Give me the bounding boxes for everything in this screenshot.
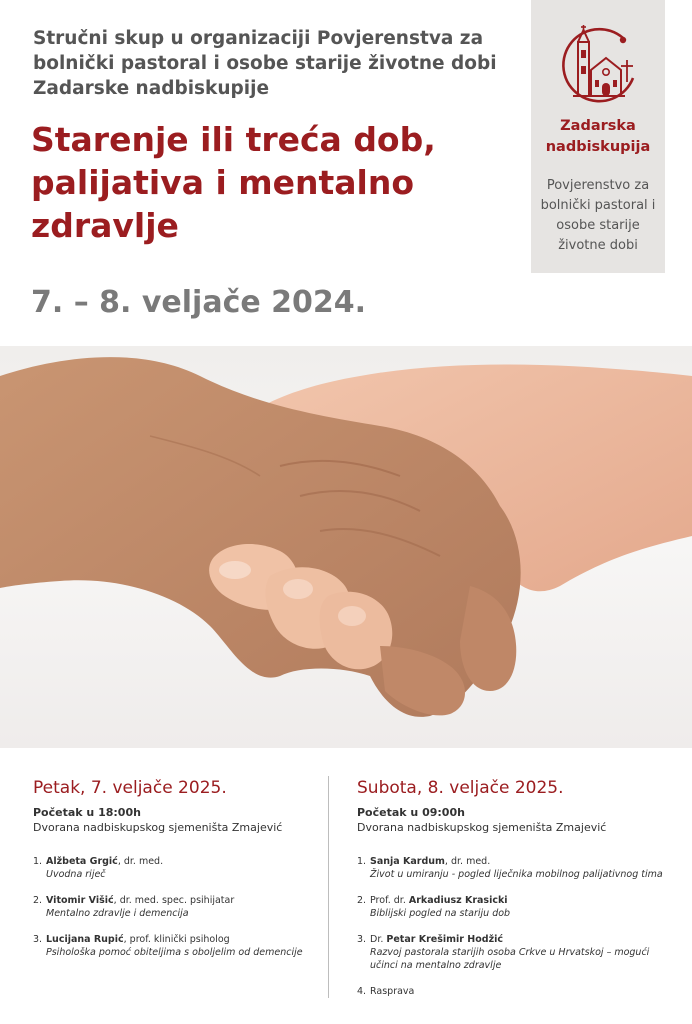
speaker-name: Vitomir Višić <box>46 895 114 906</box>
item-number: 2. <box>33 895 43 906</box>
lecture-topic: Uvodna riječ <box>46 869 106 880</box>
lecture-topic: Razvoj pastorala starijih osoba Crkve u Hrvatskoj – mogući učinci na mentalno zdravlje <box>370 947 650 971</box>
speaker-prefix: Dr. <box>370 934 387 945</box>
start-time: Početak u 18:00h <box>33 806 141 819</box>
church-logo-icon <box>553 24 643 108</box>
program-item <box>357 933 667 972</box>
holding-hands-image <box>0 346 692 748</box>
program-item <box>33 855 318 881</box>
column-divider <box>328 776 329 998</box>
venue: Dvorana nadbiskupskog sjemeništa Zmajević <box>33 821 283 834</box>
venue: Dvorana nadbiskupskog sjemeništa Zmajević <box>357 821 607 834</box>
start-time: Početak u 09:00h <box>357 806 465 819</box>
lecture-topic: Biblijski pogled na stariju dob <box>370 908 511 919</box>
item-number: 1. <box>33 856 43 867</box>
day-heading: Subota, 8. veljače 2025. <box>357 778 564 798</box>
event-title: Starenje ili treća dob, palijativa i mentalno zdravlje <box>31 120 436 245</box>
speaker-name: Lucijana Rupić <box>46 934 124 945</box>
item-number: 4. <box>357 986 367 997</box>
day-friday <box>33 776 318 972</box>
speaker-name: Alžbeta Grgić <box>46 856 118 867</box>
program-item <box>33 933 318 959</box>
lecture-topic: Psihološka pomoć obiteljima s oboljelim od demencije <box>46 947 303 958</box>
speaker-prefix: Prof. dr. <box>370 895 409 906</box>
speaker-name: Sanja Kardum <box>370 856 445 867</box>
item-number: 2. <box>357 895 367 906</box>
item-number: 3. <box>357 934 367 945</box>
event-subtitle: Stručni skup u organizaciji Povjerenstva za bolnički pastoral i osobe starije životne dobi Zadarske nadbiskupije <box>33 28 497 99</box>
program-item <box>357 985 667 998</box>
speaker-name: Arkadiusz Krasicki <box>408 895 508 906</box>
program-item <box>357 894 667 920</box>
program-item <box>33 894 318 920</box>
speaker-title: , dr. med. <box>444 856 491 867</box>
program-item <box>357 855 667 881</box>
speaker-name: Petar Krešimir Hodžić <box>386 934 503 945</box>
item-number: 1. <box>357 856 367 867</box>
organization-panel <box>531 0 665 273</box>
speaker-title: , dr. med. spec. psihijatar <box>113 895 235 906</box>
organization-description: Povjerenstvo za bolnički pastoral i osobe starije životne dobi <box>540 178 656 253</box>
day-saturday <box>357 776 667 1011</box>
organization-name: Zadarska nadbiskupija <box>545 118 651 155</box>
lecture-topic: Mentalno zdravlje i demencija <box>46 908 189 919</box>
event-date: 7. – 8. veljače 2024. <box>31 285 367 320</box>
item-number: 3. <box>33 934 43 945</box>
speaker-title: , prof. klinički psiholog <box>123 934 230 945</box>
speaker-title: , dr. med. <box>117 856 164 867</box>
lecture-topic: Život u umiranju - pogled liječnika mobilnog palijativnog tima <box>370 869 663 880</box>
day-heading: Petak, 7. veljače 2025. <box>33 778 227 798</box>
speaker-prefix: Rasprava <box>370 986 415 997</box>
